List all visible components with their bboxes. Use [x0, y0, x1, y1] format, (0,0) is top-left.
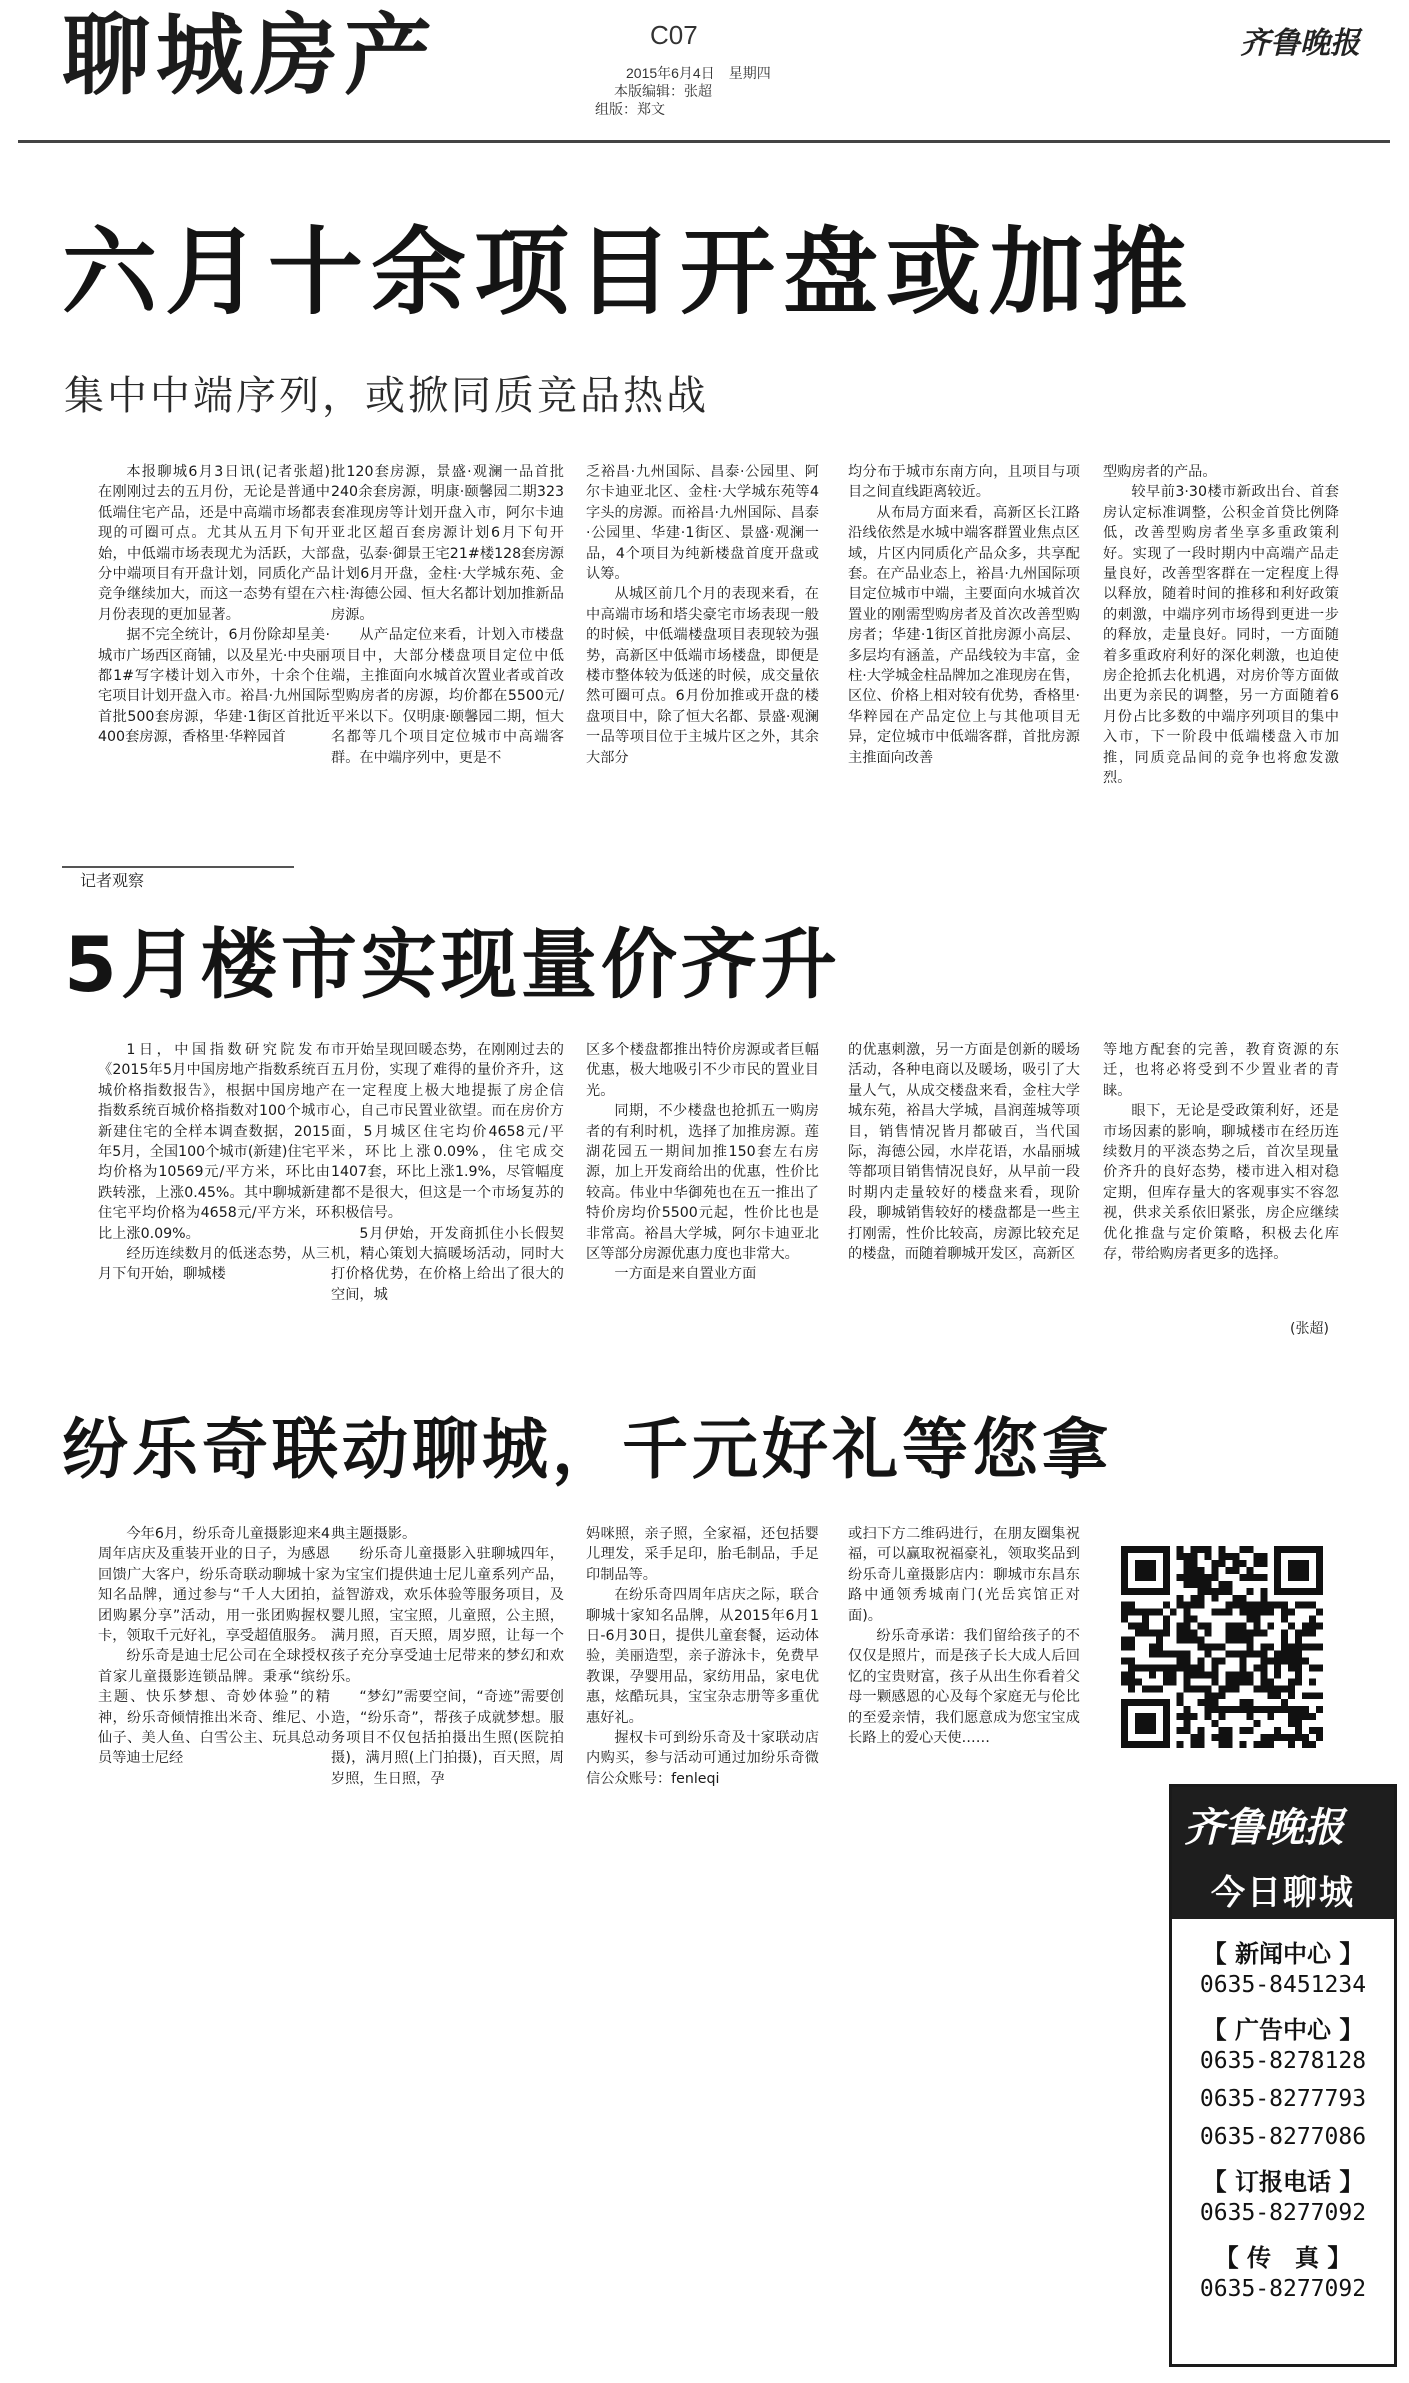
- article2-headline: 5月楼市实现量价齐升: [64, 920, 841, 1009]
- fax-label: 【 传 真 】: [1214, 2244, 1352, 2272]
- paragraph: 经历连续数月的低迷态势，从三月下旬开始，聊城楼: [98, 1246, 330, 1283]
- paragraph: 纷乐奇儿童摄影入驻聊城四年，为宝宝们提供迪士尼儿童系列产品，益智游戏，欢乐体验等服务项目，及婴儿照，宝宝照，儿童照，公主照，满月照，百天照，周岁照，让每一个孩子充分享受迪士尼带来的梦幻和欢乐。: [331, 1546, 564, 1685]
- news-center-phone: 0635-8451234: [1199, 1972, 1367, 1998]
- subscription-label: 【 订报电话 】: [1202, 2168, 1364, 2196]
- article1-column-1: [98, 462, 330, 792]
- page-number: C07: [650, 20, 698, 50]
- page-editor: 本版编辑：张超: [614, 83, 712, 99]
- article2-column-2: [331, 1040, 564, 1340]
- paragraph: 眼下，无论是受政策利好，还是市场因素的影响，聊城楼市在经历连续数月的平淡态势之后，首次呈现量价齐升的良好态势，楼市进入相对稳定期，但库存量大的客观事实不容忽视，供求关系依旧紧张，房企应继续优化推盘与定价策略，积极去化库存，带给购房者更多的选择。: [1103, 1103, 1339, 1263]
- article2-column-4: [848, 1040, 1080, 1340]
- contact-newspaper-logo: 齐鲁晚报: [1184, 1804, 1344, 1851]
- paragraph: “梦幻”需要空间，“奇迹”需要创造，“纷乐奇”，帮孩子成就梦想。服务项目不仅包括拍摄出生照(医院拍摄)，满月照(上门拍摄)，百天照，周岁照，生日照，孕: [331, 1689, 564, 1787]
- paragraph: 从城区前几个月的表现来看，在中高端市场和塔尖豪宅市场表现一般的时候，中低端楼盘项目表现较为强势，高新区中低端市场楼盘，即便是楼市整体较为低迷的时候，成交量依然可圈可点。6月份加推或开盘的楼盘项目中，除了恒大名都、景盛·观澜一品等项目位于主城片区之外，其余大部分: [586, 586, 819, 766]
- paragraph: 乏裕昌·九州国际、昌泰·公园里、阿尔卡迪亚北区、金柱·大学城东苑等4字头的房源。而裕昌·九州国际、昌泰·公园里、华建·1街区、景盛·观澜一品，4个项目为纯新楼盘首度开盘或认筹。: [586, 464, 819, 583]
- article3-column-3: [586, 1524, 819, 1824]
- paragraph: 据不完全统计，6月份除却星美·城市广场西区商铺，以及星光·中央丽都1#写字楼计划入市外，十余个住宅项目计划开盘入市。裕昌·九州国际首批500套房源，华建·1街区首批近400套房源，香格里·华粹园首: [98, 627, 330, 746]
- paragraph: 1日，中国指数研究院发布《2015年5月中国房地产指数系统百城价格指数报告》，根据中国房地产指数系统百城价格指数对100个城市新建住宅的全样本调查数据，2015年5月，全国100个城市(新建)住宅平均价格为10569元/平方米，环比由跌转涨，上涨0.45%。其中聊城新建住宅平均价格为4658元/平方米，环比上涨0.09%。: [98, 1042, 330, 1242]
- subscription-phone: 0635-8277092: [1199, 2200, 1367, 2226]
- issue-date: 2015年6月4日 星期四: [626, 65, 771, 81]
- article3-column-2: [331, 1524, 564, 1824]
- paragraph: 一方面是来自置业方面: [614, 1266, 757, 1283]
- article2-byline: (张超): [1290, 1321, 1329, 1337]
- article2-column-5: [1103, 1040, 1339, 1320]
- paragraph: 型购房者的产品。: [1103, 464, 1217, 480]
- paragraph: 市开始呈现回暖态势，在刚刚过去的五月份，实现了难得的量价齐升，这在一定程度上极大地提振了房企信心，自己市民置业欲望。而在房价方面，5月城区住宅均价4658元/平米，环比上涨0.09%，住宅成交1407套，环比上涨1.9%，尽管幅度都不是很大，但这是一个市场复苏的积极信号。: [331, 1042, 564, 1222]
- article1-column-5: [1103, 462, 1339, 822]
- section-label: 记者观察: [80, 873, 145, 890]
- article2-column-3: [586, 1040, 819, 1340]
- ad-center-phone: 0635-8277793: [1199, 2086, 1367, 2112]
- header-divider: [18, 140, 1390, 143]
- paragraph: 今年6月，纷乐奇儿童摄影迎来4周年店庆及重装开业的日子，为感恩回馈广大客户，纷乐奇联动聊城十家知名品牌，通过参与“千人大团拍，团购累分享”活动，用一张团购握权卡，领取千元好礼，享受超值服务。: [98, 1526, 330, 1645]
- article1-headline: 六月十余项目开盘或加推: [62, 218, 1196, 328]
- article1-column-3: [586, 462, 819, 822]
- paragraph: 区多个楼盘都推出特价房源或者巨幅优惠，极大地吸引不少市民的置业目光。: [586, 1042, 819, 1099]
- paragraph: 较早前3·30楼市新政出台、首套房认定标准调整，公积金首贷比例降低，改善型购房者坐享多重政策利好。实现了一段时期内中高端产品走量良好，改善型客群在一定程度上得以释放，随着时间的推移和利好政策的刺激，中端序列市场得到更进一步的释放，走量良好。同时，一方面随着多重政府利好的深化刺激，也迫使房企抢抓去化机遇，对房价等方面做出更为亲民的调整，另一方面随着6月份占比多数的中端序列项目的集中入市，下一阶段中低端楼盘入市加推，同质竞品间的竞争也将愈发激烈。: [1103, 484, 1339, 787]
- paragraph: 在纷乐奇四周年店庆之际，联合聊城十家知名品牌，从2015年6月1日-6月30日，提供儿童套餐，运动体验，美丽造型，亲子游泳卡，免费早教课，孕婴用品，家纺用品，家电优惠，炫酷玩具，宝宝杂志册等多重优惠好礼。: [586, 1587, 819, 1726]
- paragraph: 批120套房源，景盛·观澜一品首批240余套房源，明康·颐馨园二期323套准现房等计划开盘入市，阿尔卡迪亚北区超百套房源计划6月下旬开盘，弘泰·御景王宅21#楼128套房源计划6月开盘，金柱·大学城东苑、金柱·海德公园、恒大名都计划加推新品房源。: [331, 464, 564, 623]
- article1-column-2: [331, 462, 564, 822]
- contact-title: 今日聊城: [1211, 1873, 1355, 1913]
- ad-center-phone: 0635-8278128: [1199, 2048, 1367, 2074]
- paragraph: 等地方配套的完善，教育资源的东迁，也将必将受到不少置业者的青睐。: [1103, 1042, 1339, 1099]
- article2-column-1: [98, 1040, 330, 1340]
- paragraph: 5月伊始，开发商抓住小长假契机，精心策划大搞暖场活动，同时大打价格优势，在价格上给出了很大的空间，城: [331, 1225, 564, 1303]
- article3-column-4: [848, 1524, 1080, 1784]
- layout-editor: 组版：郑文: [595, 101, 665, 117]
- paragraph: 或扫下方二维码进行，在朋友圈集祝福，可以赢取祝福豪礼，领取奖品到纷乐奇儿童摄影店内：聊城市东昌东路中通领秀城南门(光岳宾馆正对面)。: [848, 1526, 1080, 1624]
- ad-center-label: 【 广告中心 】: [1202, 2016, 1364, 2044]
- paragraph: 均分布于城市东南方向，且项目与项目之间直线距离较近。: [848, 464, 1080, 501]
- ad-center-phone: 0635-8277086: [1199, 2124, 1367, 2150]
- paragraph: 握权卡可到纷乐奇及十家联动店内购买，参与活动可通过加纷乐奇微信公众账号：fenleqi: [586, 1730, 819, 1787]
- article1-column-4: [848, 462, 1080, 822]
- article3-column-1: [98, 1524, 330, 1824]
- section-masthead: 聊城房产: [62, 4, 439, 107]
- paragraph: 本报聊城6月3日讯(记者张超) 在刚刚过去的五月份，无论是普通中低端住宅产品，还是中高端市场都表现的可圈可点。尤其从五月下旬开始，中低端市场表现尤为活跃，大部分中端项目有开盘计划，同质化产品竞争继续加大，而这一态势有望在六月份表现的更加显著。: [98, 464, 330, 623]
- news-center-label: 【 新闻中心 】: [1202, 1940, 1364, 1968]
- paragraph: 纷乐奇是迪士尼公司在全球授权首家儿童摄影连锁品牌。秉承“缤纷主题、快乐梦想、奇妙体验”的精神，纷乐奇倾情推出米奇、维尼、小仙子、美人鱼、白雪公主、玩具总动员等迪士尼经: [98, 1648, 330, 1767]
- newspaper-logo: 齐鲁晚报: [1240, 26, 1360, 61]
- paragraph: 纷乐奇承诺：我们留给孩子的不仅仅是照片，而是孩子长大成人后回忆的宝贵财富，孩子从出生你看着父母一颗感恩的心及每个家庭无与伦比的至爱亲情，我们愿意成为您宝宝成长路上的爱心天使……: [848, 1628, 1080, 1747]
- paragraph: 妈咪照，亲子照，全家福，还包括婴儿理发，采手足印，胎毛制品，手足印制品等。: [586, 1526, 819, 1583]
- qr-code[interactable]: [1121, 1546, 1323, 1748]
- article3-headline: 纷乐奇联动聊城，千元好礼等您拿: [62, 1411, 1112, 1488]
- paragraph: 同期，不少楼盘也抢抓五一购房者的有利时机，选择了加推房源。莲湖花园五一期间加推150套左右房源，加上开发商给出的优惠，性价比较高。伟业中华御苑也在五一推出了特价房均价5500元起，性价比也是非常高。裕昌大学城，阿尔卡迪亚北区等部分房源优惠力度也非常大。: [586, 1103, 819, 1263]
- fax-phone: 0635-8277092: [1199, 2276, 1367, 2302]
- paragraph: 从布局方面来看，高新区长江路沿线依然是水城中端客群置业焦点区域，片区内同质化产品众多，共享配套。在产品业态上，裕昌·九州国际项目定位城市中端，主要面向水城首次置业的刚需型购房者及首次改善型购房者；华建·1街区首批房源小高层、多层均有涵盖，产品线较为丰富，金柱·大学城金柱品牌加之准现房在售，区位、价格上相对较有优势，香格里·华粹园在产品定位上与其他项目无异，定位城市中低端客群，首批房源主推面向改善: [848, 504, 1080, 766]
- paragraph: 的优惠刺激，另一方面是创新的暖场活动，各种电商以及暖场，吸引了大量人气，从成交楼盘来看，金柱大学城东苑，裕昌大学城，昌润莲城等项目，销售情况皆月都破百，当代国际，海德公园，水岸花语，水晶丽城等都项目销售情况良好，从早前一段时期内走量较好的楼盘来看，现阶段，聊城销售较好的楼盘都是一些主打刚需，性价比较高，房源比较充足的楼盘，而随着聊城开发区，高新区: [848, 1042, 1080, 1263]
- article1-subheadline: 集中中端序列，或掀同质竞品热战: [64, 373, 709, 419]
- paragraph: 典主题摄影。: [331, 1526, 417, 1542]
- paragraph: 从产品定位来看，计划入市楼盘项目中，大部分楼盘项目定位中低端，主推面向水城首次置业者或首改型购房者的房源，均价都在5500元/平米以下。仅明康·颐馨园二期，恒大名都等几个项目定位城市中高端客群。在中端序列中，更是不: [331, 627, 564, 766]
